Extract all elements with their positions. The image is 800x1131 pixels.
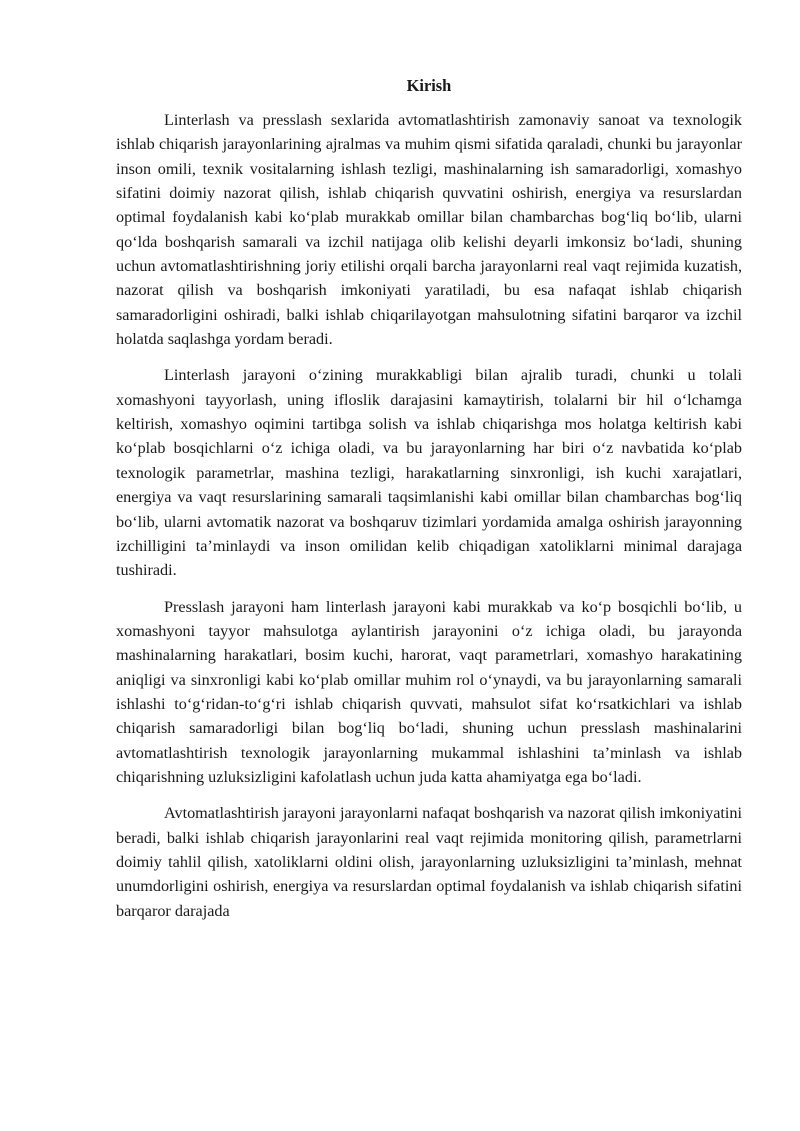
page-title: Kirish: [406, 76, 452, 95]
document-body: [116, 74, 742, 923]
paragraph-1: Linterlash va presslash sexlarida avtomatlashtirish zamonaviy sanoat va texnologik ishlab chiqarish jarayonlarining ajralmas va muhim qismi sifatida qaraladi, chunki bu jarayonlar inson omili, texnik vositalarning ishlash tezligi, mashinalarning ish samaradorligi, xomashyo sifatini doimiy nazorat qilish, ishlab chiqarish quvvatini oshirish, energiya va resurslardan optimal foydalanish kabi ko‘plab murakkab omillar bilan chambarchas bog‘liq bo‘lib, ularni qo‘lda boshqarish samarali va izchil natijaga olib kelishi deyarli imkonsiz bo‘ladi, shuning uchun avtomatlashtirishning joriy etilishi orqali barcha jarayonlarni real vaqt rejimida kuzatish, nazorat qilish va boshqarish imkoniyati yaratiladi, bu esa nafaqat ishlab chiqarish samaradorligini oshiradi, balki ishlab chiqarilayotgan mahsulotning sifatini barqaror va izchil holatda saqlashga yordam beradi.: [116, 111, 742, 349]
paragraph-4: Avtomatlashtirish jarayoni jarayonlarni nafaqat boshqarish va nazorat qilish imkoniyatini beradi, balki ishlab chiqarish jarayonlarini real vaqt rejimida monitoring qilish, parametrlarni doimiy tahlil qilish, xatoliklarni oldini olish, jarayonlarning uzluksizligini ta’minlash, mehnat unumdorligini oshirish, energiya va resurslardan optimal foydalanish va ishlab chiqarish sifatini barqaror darajada: [116, 804, 742, 920]
paragraph-2: Linterlash jarayoni o‘zining murakkabligi bilan ajralib turadi, chunki u tolali xomashyoni tayyorlash, uning ifloslik darajasini kamaytirish, tolalarni bir hil o‘lchamga keltirish, xomashyo oqimini tartibga solish va ishlab chiqarishga mos holatga keltirish kabi ko‘plab bosqichlarni o‘z ichiga oladi, va bu jarayonlarning har biri o‘z navbatida ko‘plab texnologik parametrlar, mashina tezligi, harakatlarning sinxronligi, ish kuchi xarajatlari, energiya va vaqt resurslarining samarali taqsimlanishi kabi omillar bilan chambarchas bog‘liq bo‘lib, ularni avtomatik nazorat va boshqaruv tizimlari yordamida amalga oshirish jarayonning izchilligini ta’minlaydi va inson omilidan kelib chiqadigan xatoliklarni minimal darajaga tushiradi.: [116, 366, 742, 580]
paragraph-3: Presslash jarayoni ham linterlash jarayoni kabi murakkab va ko‘p bosqichli bo‘lib, u xomashyoni tayyor mahsulotga aylantirish jarayonini o‘z ichiga oladi, bu jarayonda mashinalarning harakatlari, bosim kuchi, harorat, vaqt parametrlari, xomashyo harakatining aniqligi va sinxronligi kabi ko‘plab omillar muhim rol o‘ynaydi, va bu jarayonlarning samarali ishlashi to‘g‘ridan-to‘g‘ri ishlab chiqarish quvvati, mahsulot sifat ko‘rsatkichlari va ishlab chiqarish samaradorligi bilan bog‘liq bo‘ladi, shuning uchun presslash mashinalarini avtomatlashtirish texnologik jarayonlarning mukammal ishlashini ta’minlash va ishlab chiqarishning uzluksizligini kafolatlash uchun juda katta ahamiyatga ega bo‘ladi.: [116, 597, 742, 786]
